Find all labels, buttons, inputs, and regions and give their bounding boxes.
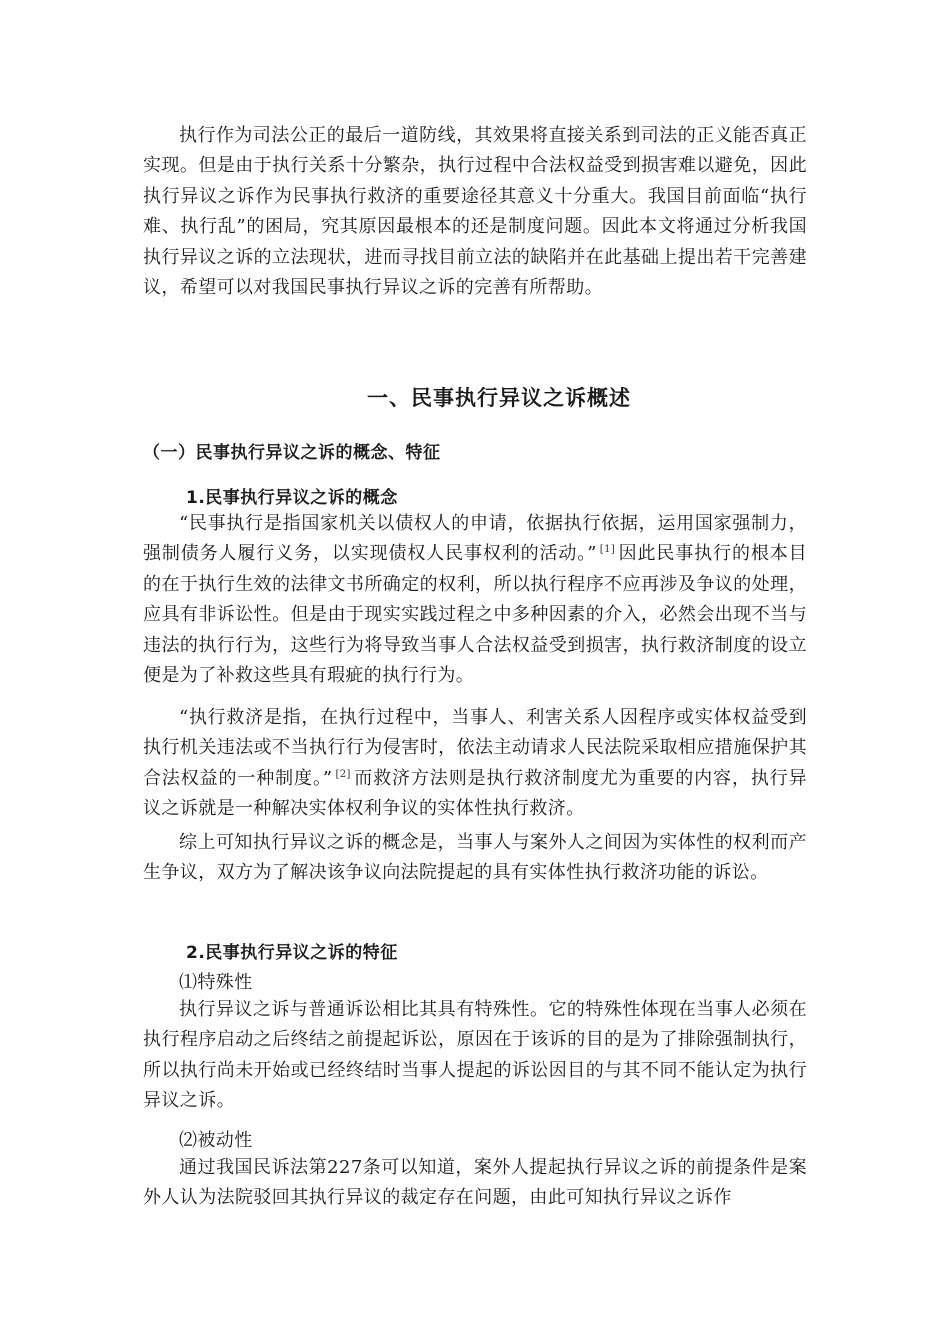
subsection-1-title: 1.民事执行异议之诉的概念 [186,488,398,508]
concept-paragraph-3: 综上可知执行异议之诉的概念是，当事人与案外人之间因为实体性的权利而产生争议，双方为了解决该争议向法院提起的具有实体性执行救济功能的诉讼。 [143,832,807,884]
quote-text: “执行救济是指，在执行过程中，当事人、利害关系人因程序或实体权益受到执行机关违法或不当执行行为侵害时，依法主动请求人民法院采取相应措施保护其合法权益的一种制度。” [143,707,807,789]
paragraph-text: 因此民事执行的根本目的在于执行生效的法律文书所确定的权利，所以执行程序不应再涉及争议的处理，应具有非诉讼性。但是由于现实实践过程之中多种因素的介入，必然会出现不当与违法的执行行为，这些行为将导致当事人合法权益受到损害，执行救济制度的设立便是为了补救这些具有瑕疵的执行行为。 [143,543,808,687]
citation-ref-2: [2] [335,768,351,780]
feature-1-paragraph: 执行异议之诉与普通诉讼相比其具有特殊性。它的特殊性体现在当事人必须在执行程序启动之后终结之前提起诉讼，原因在于该诉的目的是为了排除强制执行，所以执行尚未开始或已经终结时当事人提起的诉讼因目的与其不同不能认定为执行异议之诉。 [143,999,807,1112]
feature-2-title: ⑵被动性 [179,1130,253,1151]
chapter-title: 一、民事执行异议之诉概述 [367,386,631,410]
concept-paragraph-1 [143,509,807,691]
citation-ref-1: [1] [599,544,616,556]
concept-paragraph-2 [143,703,807,825]
section-title: （一）民事执行异议之诉的概念、特征 [143,443,441,463]
feature-2-paragraph: 通过我国民诉法第227条可以知道，案外人提起执行异议之诉的前提条件是案外人认为法院驳回其执行异议的裁定存在问题，由此可知执行异议之诉作 [143,1157,807,1209]
quote-text: “民事执行是指国家机关以债权人的申请，依据执行依据，运用国家强制力，强制债务人履行义务，以实现债权人民事权利的活动。” [143,513,807,565]
feature-1-title: ⑴特殊性 [179,972,253,993]
subsection-2-title: 2.民事执行异议之诉的特征 [186,943,398,963]
paragraph-text: 而救济方法则是执行救济制度尤为重要的内容，执行异议之诉就是一种解决实体权利争议的实体性执行救济。 [143,767,807,820]
intro-paragraph: 执行作为司法公正的最后一道防线，其效果将直接关系到司法的正义能否真正实现。但是由于执行关系十分繁杂，执行过程中合法权益受到损害难以避免，因此执行异议之诉作为民事执行救济的重要途径其意义十分重大。我国目前面临“执行难、执行乱”的困局，究其原因最根本的还是制度问题。因此本文将通过分析我国执行异议之诉的立法现状，进而寻找目前立法的缺陷并在此基础上提出若干完善建议，希望可以对我国民事执行异议之诉的完善有所帮助。 [143,125,807,299]
